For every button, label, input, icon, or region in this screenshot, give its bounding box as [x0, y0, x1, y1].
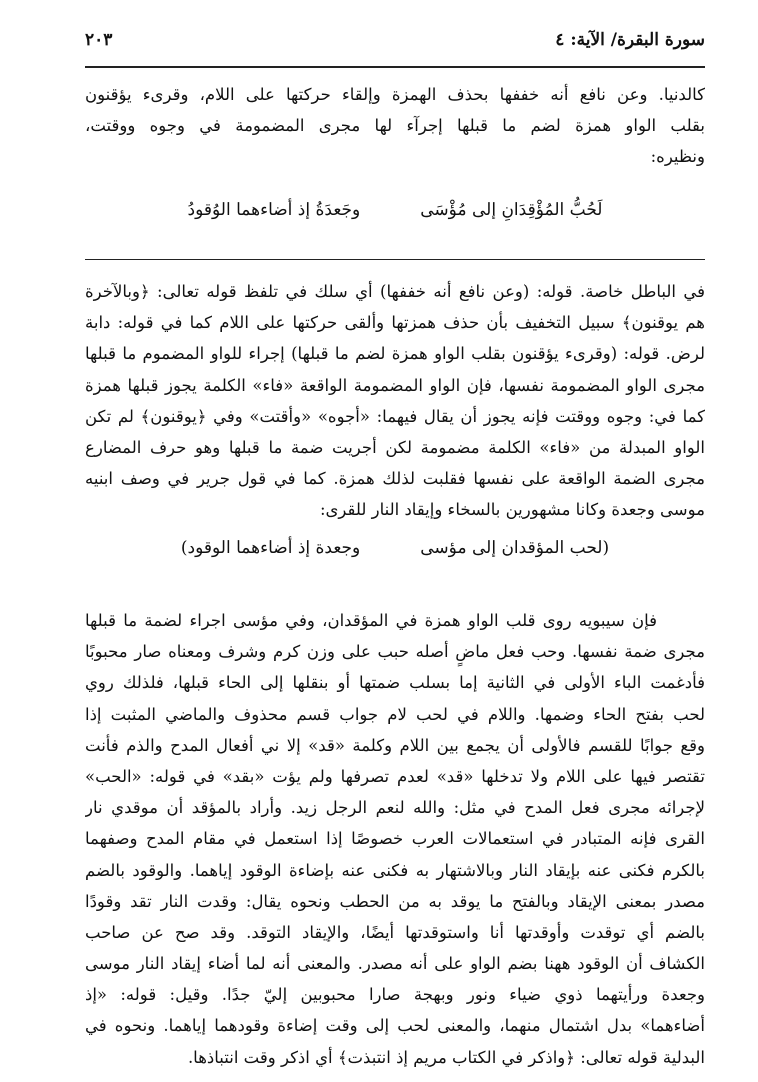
verse-hemistich: لَحُبُّ المُؤْقِدَانِ إلى مُؤْسَى [420, 200, 603, 220]
main-verse [85, 188, 705, 232]
text-line: وقع جوابًا للقسم فالأولى أن يجمع بين اللام وكلمة «قد» إلا ني أفعال المدح والذم فأنت [85, 735, 705, 755]
text-line: كما في: وجوه ووقتت فإنه يجوز أن يقال فيهما: «أجوه» «وأقتت» وفي ﴿يوقنون﴾ لم تكن [85, 406, 705, 426]
commentary-verse [85, 526, 705, 570]
page-number: ٢٠٣ [85, 30, 113, 50]
text-line: تقتصر فيها على اللام ولا تدخلها «قد» لعدم تصرفها ولم يؤت «بقد» في قوله: «الحب» [85, 766, 705, 786]
text-line: هم يوقنون﴾ سبيل التخفيف بأن حذف همزتها وألقى حركتها على اللام كما في قوله: دابة [85, 313, 705, 333]
text-line: بالضم أي توقدت وأوقدتها أنا واستوقدتها أيضًا، والإيقاد التوقد. وقد صح عن صاحب [85, 922, 705, 942]
text-line: مصدر بمعنى الإيقاد وبالفتح ما يوقد به من الحطب ونحوه يقال: وقدت النار تقد وقودًا [85, 891, 705, 911]
text-line: ونظيره: [650, 147, 705, 167]
text-line: الكشاف أن الوقود ههنا بضم الواو على أنه مصدر. والمعنى أنه لما أضاء إيقاد النار موسى [85, 954, 705, 974]
main-text [85, 79, 705, 173]
text-line: مجرى الواو المضمومة نفسها، فإن الواو المضمومة الواقعة «فاء» الكلمة يجوز قبلها همزة [85, 375, 705, 395]
text-line: بالكرم فكنى عنه بإيقاد النار وبالاشتهار به فكنى عنه بإضاءة الوقود إياهما. والوقود بالضم [85, 860, 705, 880]
footnote-separator [85, 259, 705, 260]
text-line: أضاءهما» بدل اشتمال منهما، والمعنى لحب إلى وقت إضاءة وقودهما إياهما. ونحوه في [85, 1016, 705, 1036]
text-line: في الباطل خاصة. قوله: (وعن نافع أنه خففها) أي سلك في تلفظ قوله تعالى: ﴿وبالآخرة [85, 282, 705, 301]
text-line: البدلية قوله تعالى: ﴿واذكر في الكتاب مريم إذ انتبذت﴾ أي اذكر وقت انتباذها. [187, 1047, 705, 1067]
running-header [85, 30, 705, 56]
text-line: كالدنيا. وعن نافع أنه خففها بحذف الهمزة وإلقاء حركتها على اللام، وقرىء يؤقنون [85, 85, 705, 104]
text-line: القرى فإنه المتبادر في استعمالات العرب خصوصًا إذا استعمل في مقام المدح وصفهما [85, 829, 705, 849]
text-line: لإجرائه مجرى فعل المدح في مثل: والله لنعم الرجل زيد. وأراد بالمؤقد أن موقدي نار [85, 798, 705, 818]
text-line: موسى وجعدة وكانا مشهورين بالسخاء وإيقاد النار للقرى: [319, 500, 705, 520]
text-line: فإن سيبويه روى قلب الواو همزة في المؤقدان، وفي مؤسى اجراء لضمة ما قبلها [85, 611, 657, 630]
text-line: مجرى ضمة نفسها. وحب فعل ماضٍ أصله حبب على وزن كرم وشرف ومعناه صار محبوبًا [85, 642, 705, 662]
text-line: لرض. قوله: (وقرىء يؤقنون بقلب الواو همزة لضم ما قبلها) إجراء للواو المضموم ما قبلها [85, 344, 705, 364]
text-line: مجرى الضمة الواقعة على نفسها فقلبت لذلك همزة. كما في قول جرير في وصف ابنيه [85, 469, 705, 489]
commentary-text [85, 276, 705, 526]
verse-hemistich: (لحب المؤقدان إلى مؤسى [420, 538, 610, 558]
verse-hemistich: وجَعدَةُ إذ أضاءهما الوُقودُ [187, 200, 361, 220]
text-line: وجعدة ورأيتهما ذوي ضياء ونور وبهجة صارا محبوبين إليّ جدًا. وقيل: قوله: «إذ [85, 985, 705, 1005]
text-line: فأدغمت الباء الأولى في الثانية إما بسلب ضمتها أو بنقلها إلى الحاء قبلها، فلذلك روي [85, 673, 705, 693]
header-title: سورة البقرة/ الآية: ٤ [555, 30, 705, 50]
verse-hemistich: وجعدة إذ أضاءهما الوقود) [180, 538, 361, 558]
text-line: لحب بفتح الحاء وضمها. واللام في لحب لام جواب قسم محذوف والماضي المثبت إذا [85, 704, 705, 724]
header-rule [85, 66, 705, 68]
text-line: بقلب الواو همزة لضم ما قبلها إجرآء لها مجرى المضمومة في وجوه ووقتت، [85, 116, 705, 136]
commentary-continuation [85, 605, 705, 1073]
text-line: الواو المبدلة من «فاء» الكلمة مضمومة لكن أجريت ضمة ما قبلها وهو حرف المضارع [85, 437, 705, 457]
